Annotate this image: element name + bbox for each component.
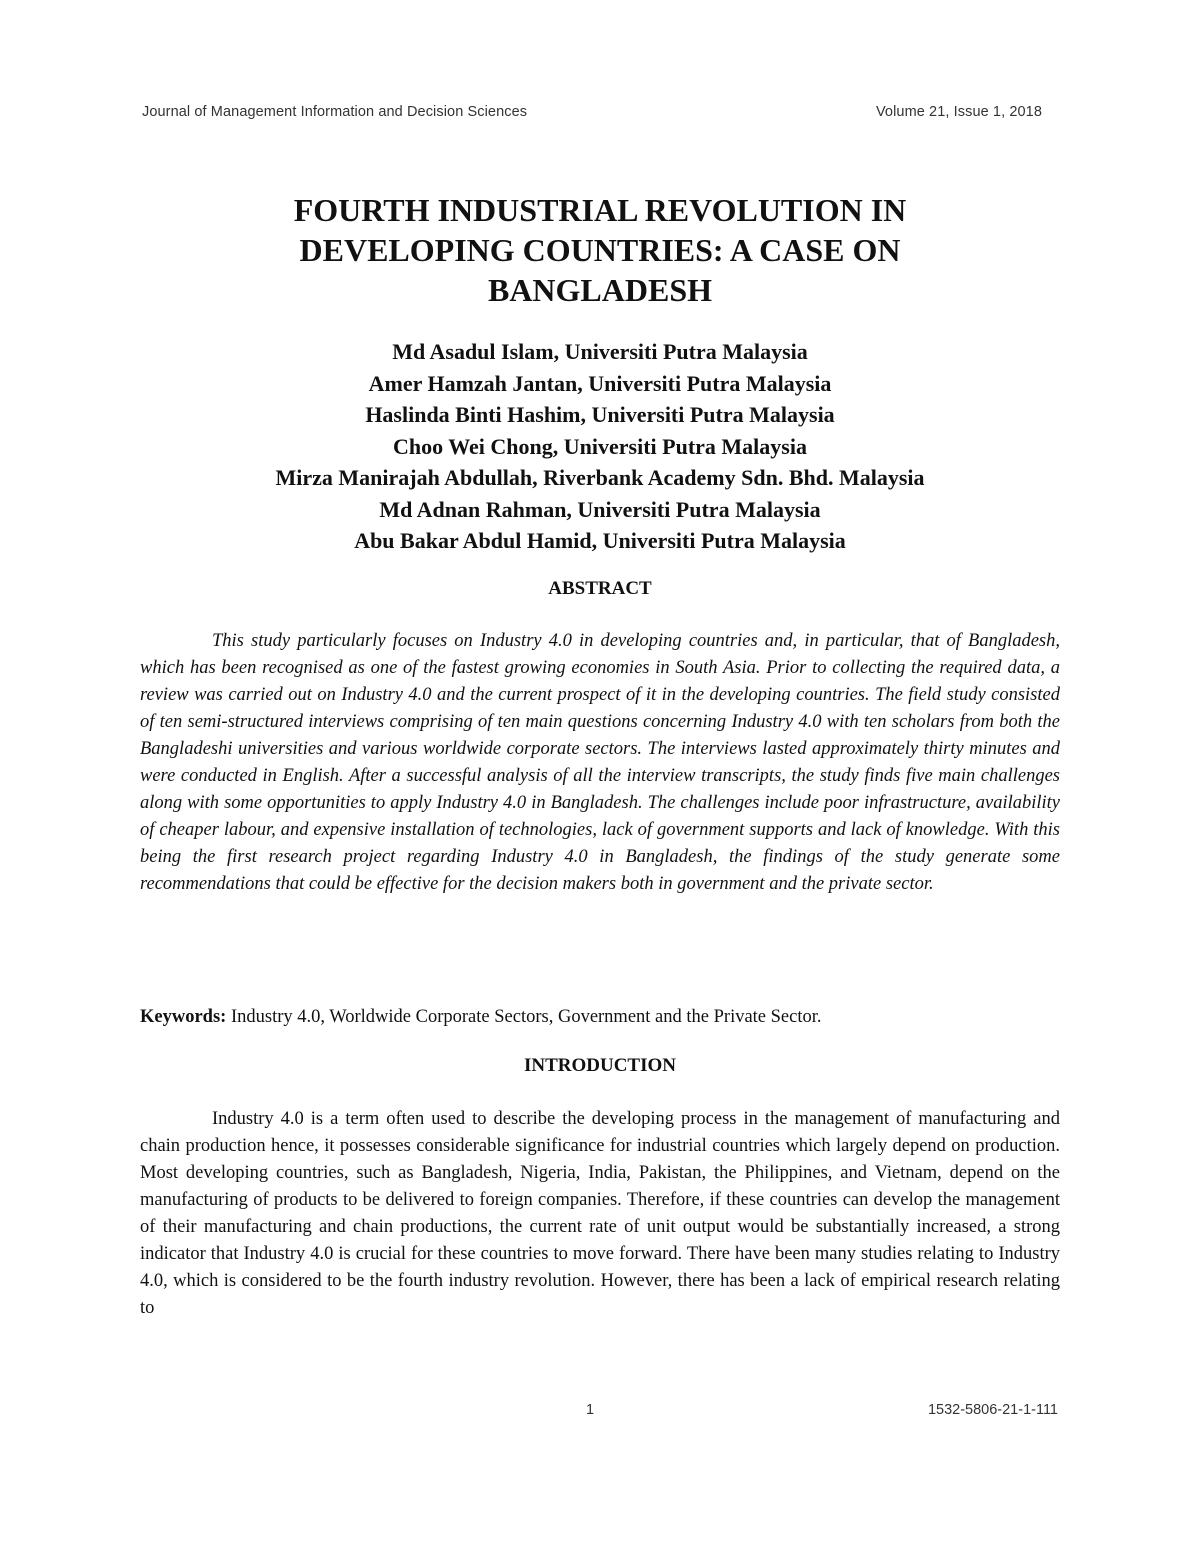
abstract-body: This study particularly focuses on Industry 4.0 in developing countries and, in particular, that of Bangladesh, which has been recognised as one of the fastest growing economies in South Asia. Prior to collecting the required data, a review was carried out on Industry 4.0 and the current prospect of it in the developing countries. The field study consisted of ten semi-structured interviews comprising of ten main questions concerning Industry 4.0 with ten scholars from both the Bangladeshi universities and various worldwide corporate sectors. The interviews lasted approximately thirty minutes and were conducted in English. After a successful analysis of all the interview transcripts, the study finds five main challenges along with some opportunities to apply Industry 4.0 in Bangladesh. The challenges include poor infrastructure, availability of cheaper labour, and expensive installation of technologies, lack of government supports and lack of knowledge. With this being the first research project regarding Industry 4.0 in Bangladesh, the findings of the study generate some recommendations that could be effective for the decision makers both in government and the private sector. (140, 631, 1060, 894)
author-entry: Md Asadul Islam, Universiti Putra Malaysia (392, 339, 808, 364)
journal-name: Journal of Management Information and Decision Sciences (142, 104, 528, 120)
author-entry: Mirza Manirajah Abdullah, Riverbank Academy Sdn. Bhd. Malaysia (275, 465, 925, 490)
title-line: FOURTH INDUSTRIAL REVOLUTION IN (293, 192, 907, 228)
author-entry: Haslinda Binti Hashim, Universiti Putra Malaysia (365, 402, 835, 427)
keywords-label: Keywords: (140, 1007, 227, 1027)
introduction-body: Industry 4.0 is a term often used to describe the developing process in the management of manufacturing and chain production hence, it possesses considerable significance for industrial countries which largely depend on production. Most developing countries, such as Bangladesh, Nigeria, India, Pakistan, the Philippines, and Vietnam, depend on the manufacturing of products to be delivered to foreign companies. Therefore, if these countries can develop the management of their manufacturing and chain productions, the current rate of unit output would be substantially increased, a strong indicator that Industry 4.0 is crucial for these countries to move forward. There have been many studies relating to Industry 4.0, which is considered to be the fourth industry revolution. However, there has been a lack of empirical research relating to (140, 1109, 1060, 1318)
author-entry: Amer Hamzah Jantan, Universiti Putra Malaysia (368, 370, 832, 396)
title-line: DEVELOPING COUNTRIES: A CASE ON (299, 232, 901, 268)
title-line: BANGLADESH (487, 272, 713, 308)
volume-issue: Volume 21, Issue 1, 2018 (875, 104, 1042, 120)
keywords (140, 1004, 1060, 1031)
page-number: 1 (586, 1402, 595, 1418)
paper-title (140, 190, 1060, 310)
introduction-heading: INTRODUCTION (523, 1055, 677, 1076)
author-entry: Choo Wei Chong, Universiti Putra Malaysia (393, 433, 807, 459)
keywords-text: Industry 4.0, Worldwide Corporate Sectors, Government and the Private Sector. (226, 1007, 822, 1027)
running-header (142, 104, 1042, 120)
article-id: 1532-5806-21-1-111 (927, 1402, 1058, 1418)
author-list (140, 336, 1060, 557)
author-entry: Md Adnan Rahman, Universiti Putra Malaysia (379, 496, 821, 522)
abstract-heading: ABSTRACT (548, 578, 652, 599)
author-entry: Abu Bakar Abdul Hamid, Universiti Putra Malaysia (354, 528, 846, 553)
